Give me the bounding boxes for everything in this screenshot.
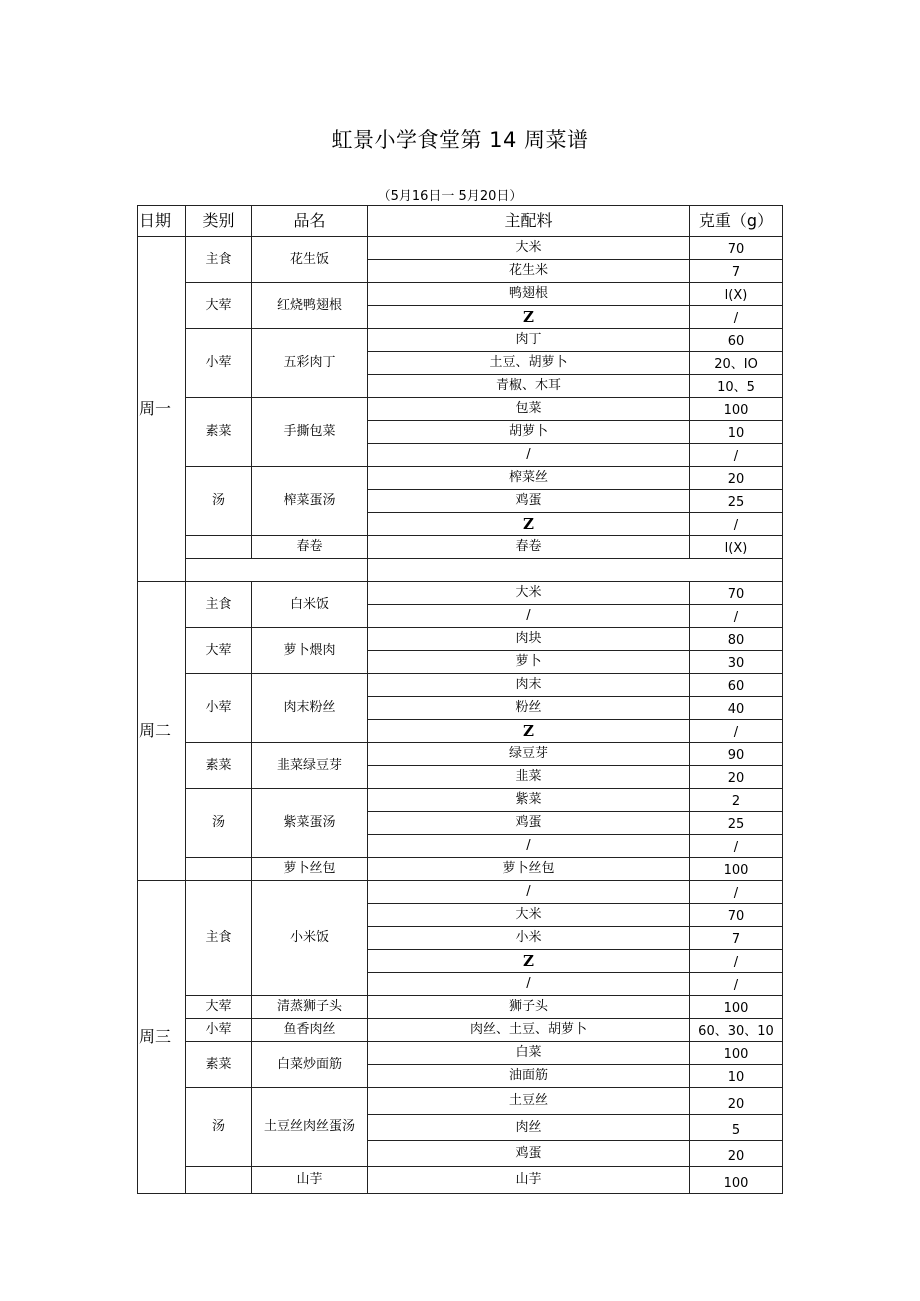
header-dish: 品名 [252,206,368,237]
ingredient-cell: 榨菜丝 [368,467,690,490]
category-cell: 小荤 [186,674,252,743]
weight-cell: 30 [690,651,783,674]
weight-cell: / [690,881,783,904]
day-label: 周一 [138,237,186,582]
weight-cell: / [690,513,783,536]
weight-cell: l(X) [690,283,783,306]
table-row [138,674,783,697]
weight-cell: / [690,306,783,329]
dish-cell: 红烧鸭翅根 [252,283,368,329]
dish-cell: 白米饭 [252,582,368,628]
ingredient-cell: 土豆丝 [368,1088,690,1115]
dish-cell: 花生饭 [252,237,368,283]
ingredient-cell: 韭菜 [368,766,690,789]
weight-cell: 7 [690,927,783,950]
weight-cell: 20 [690,1088,783,1115]
table-row [138,237,783,260]
ingredient-cell: 萝卜丝包 [368,858,690,881]
category-cell: 大荤 [186,283,252,329]
ingredient-cell: 花生米 [368,260,690,283]
blank-cell [368,559,783,582]
ingredient-cell: / [368,973,690,996]
ingredient-cell: 肉丝、土豆、胡萝卜 [368,1019,690,1042]
category-cell [186,858,252,881]
weight-cell: 20 [690,467,783,490]
ingredient-cell: 肉丁 [368,329,690,352]
ingredient-cell: 肉末 [368,674,690,697]
category-cell: 主食 [186,881,252,996]
date-range: （5月16日一 5月20日） [377,189,523,204]
ingredient-cell: 狮子头 [368,996,690,1019]
weight-cell: 60、30、10 [690,1019,783,1042]
category-cell: 大荤 [186,996,252,1019]
category-cell: 主食 [186,237,252,283]
weight-cell: 70 [690,904,783,927]
category-cell [186,536,252,559]
weight-cell: 20、IO [690,352,783,375]
table-row [138,881,783,904]
dish-cell: 紫菜蛋汤 [252,789,368,858]
category-cell: 素菜 [186,1042,252,1088]
ingredient-cell: / [368,605,690,628]
table-row [138,536,783,559]
dish-cell: 肉末粉丝 [252,674,368,743]
weight-cell: / [690,950,783,973]
weight-cell: / [690,973,783,996]
weight-cell: 25 [690,490,783,513]
table-row [138,582,783,605]
ingredient-cell: 青椒、木耳 [368,375,690,398]
weight-cell: / [690,835,783,858]
category-cell: 汤 [186,789,252,858]
ingredient-cell: / [368,835,690,858]
weight-cell: 80 [690,628,783,651]
dish-cell: 韭菜绿豆芽 [252,743,368,789]
weight-cell: 20 [690,1141,783,1167]
weight-cell: 40 [690,697,783,720]
ingredient-cell: 萝卜 [368,651,690,674]
weight-cell: 7 [690,260,783,283]
category-cell: 素菜 [186,398,252,467]
ingredient-cell: 粉丝 [368,697,690,720]
ingredient-cell: 鸭翅根 [368,283,690,306]
weight-cell: 10 [690,1065,783,1088]
table-header [138,206,783,237]
day-label: 周二 [138,582,186,881]
weight-cell: 100 [690,398,783,421]
ingredient-cell: 山芋 [368,1167,690,1194]
category-cell: 小荤 [186,329,252,398]
header-category: 类别 [186,206,252,237]
weight-cell: 20 [690,766,783,789]
ingredient-cell: 鸡蛋 [368,490,690,513]
weight-cell: 90 [690,743,783,766]
weight-cell: 100 [690,1167,783,1194]
ingredient-cell: 紫菜 [368,789,690,812]
table-row [138,559,783,582]
weight-cell: 10、5 [690,375,783,398]
category-cell: 小荤 [186,1019,252,1042]
table-row [138,398,783,421]
ingredient-cell: 鸡蛋 [368,812,690,835]
dish-cell: 土豆丝肉丝蛋汤 [252,1088,368,1167]
ingredient-cell: 大米 [368,582,690,605]
weight-cell: 100 [690,996,783,1019]
ingredient-cell: Z [368,306,690,329]
ingredient-cell: 绿豆芽 [368,743,690,766]
category-cell: 汤 [186,467,252,536]
dish-cell: 白菜炒面筋 [252,1042,368,1088]
ingredient-cell: / [368,881,690,904]
weight-cell: 5 [690,1115,783,1141]
weight-cell: 10 [690,421,783,444]
table-row [138,1019,783,1042]
table-row [138,1042,783,1065]
ingredient-cell: Z [368,720,690,743]
ingredient-cell: / [368,444,690,467]
ingredient-cell: 鸡蛋 [368,1141,690,1167]
category-cell: 大荤 [186,628,252,674]
dish-cell: 五彩肉丁 [252,329,368,398]
weight-cell: 100 [690,858,783,881]
ingredient-cell: 油面筋 [368,1065,690,1088]
dish-cell: 手撕包菜 [252,398,368,467]
category-cell: 素菜 [186,743,252,789]
ingredient-cell: 白菜 [368,1042,690,1065]
blank-cell [186,559,368,582]
header-ingredients: 主配料 [368,206,690,237]
page-title: 虹景小学食堂第 14 周菜谱 [331,128,589,152]
ingredient-cell: 春卷 [368,536,690,559]
ingredient-cell: 小米 [368,927,690,950]
table-row [138,329,783,352]
table-row [138,789,783,812]
dish-cell: 鱼香肉丝 [252,1019,368,1042]
table-row [138,743,783,766]
ingredient-cell: Z [368,513,690,536]
weight-cell: 25 [690,812,783,835]
dish-cell: 春卷 [252,536,368,559]
menu-table [137,205,783,1194]
table-row [138,1167,783,1194]
header-weight: 克重（g） [690,206,783,237]
day-label: 周三 [138,881,186,1194]
dish-cell: 清蒸狮子头 [252,996,368,1019]
table-row [138,467,783,490]
dish-cell: 萝卜煨肉 [252,628,368,674]
weight-cell: / [690,720,783,743]
weight-cell: l(X) [690,536,783,559]
ingredient-cell: Z [368,950,690,973]
ingredient-cell: 包菜 [368,398,690,421]
category-cell: 汤 [186,1088,252,1167]
header-date: 日期 [138,206,186,237]
ingredient-cell: 胡萝卜 [368,421,690,444]
ingredient-cell: 大米 [368,904,690,927]
dish-cell: 萝卜丝包 [252,858,368,881]
weight-cell: 100 [690,1042,783,1065]
table-row [138,1088,783,1115]
table-row [138,283,783,306]
category-cell [186,1167,252,1194]
ingredient-cell: 大米 [368,237,690,260]
weight-cell: / [690,444,783,467]
ingredient-cell: 肉块 [368,628,690,651]
dish-cell: 榨菜蛋汤 [252,467,368,536]
ingredient-cell: 肉丝 [368,1115,690,1141]
weight-cell: 70 [690,237,783,260]
dish-cell: 小米饭 [252,881,368,996]
weight-cell: 60 [690,329,783,352]
table-row [138,628,783,651]
weight-cell: / [690,605,783,628]
weight-cell: 60 [690,674,783,697]
weight-cell: 2 [690,789,783,812]
table-row [138,996,783,1019]
ingredient-cell: 土豆、胡萝卜 [368,352,690,375]
dish-cell: 山芋 [252,1167,368,1194]
category-cell: 主食 [186,582,252,628]
table-row [138,858,783,881]
weight-cell: 70 [690,582,783,605]
